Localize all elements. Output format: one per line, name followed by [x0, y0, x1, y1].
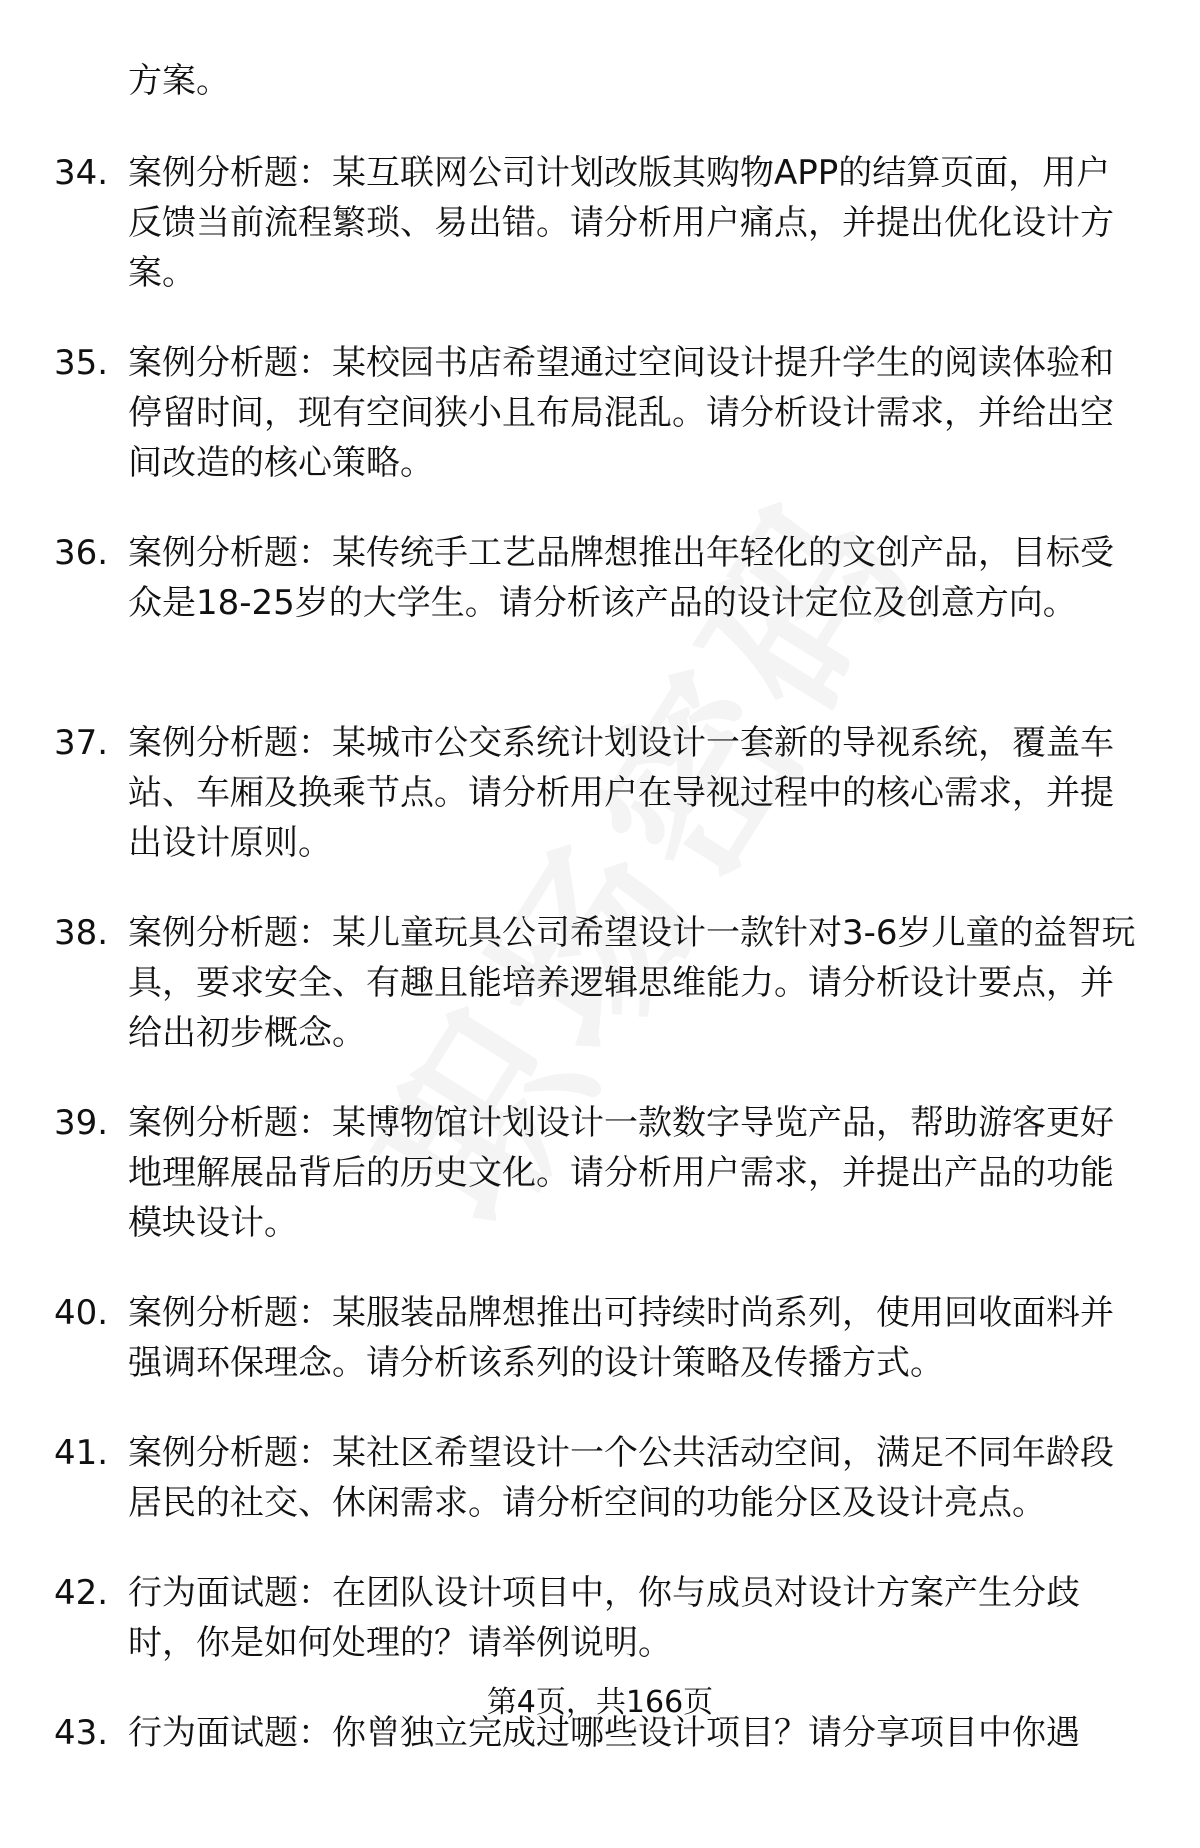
question-item-35: [0, 338, 1200, 528]
question-item-43: [0, 1708, 1200, 1848]
question-text: 行为面试题：在团队设计项目中，你与成员对设计方案产生分歧时，你是如何处理的？请举例说明。: [128, 1573, 1080, 1663]
question-text: 案例分析题：某传统手工艺品牌想推出年轻化的文创产品，目标受众是18-25岁的大学生。请分析该产品的设计定位及创意方向。: [128, 533, 1114, 623]
question-text: 案例分析题：某城市公交系统计划设计一套新的导视系统，覆盖车站、车厢及换乘节点。请分析用户在导视过程中的核心需求，并提出设计原则。: [128, 723, 1114, 863]
question-number: 36.: [54, 533, 109, 573]
question-text: 案例分析题：某儿童玩具公司希望设计一款针对3-6岁儿童的益智玩具，要求安全、有趣且能培养逻辑思维能力。请分析设计要点，并给出初步概念。: [128, 913, 1136, 1053]
question-number: 41.: [54, 1433, 109, 1473]
question-item-40: [0, 1288, 1200, 1428]
question-list: [0, 148, 1200, 1848]
question-text: 行为面试题：你曾独立完成过哪些设计项目？请分享项目中你遇: [128, 1713, 1080, 1753]
question-text: 案例分析题：某互联网公司计划改版其购物APP的结算页面，用户反馈当前流程繁琐、易出错。请分析用户痛点，并提出优化设计方案。: [128, 153, 1114, 293]
question-number: 38.: [54, 913, 109, 953]
question-number: 37.: [54, 723, 109, 763]
question-number: 39.: [54, 1103, 109, 1143]
question-item-38: [0, 908, 1200, 1098]
question-number: 34.: [54, 153, 109, 193]
question-item-34: [0, 148, 1200, 338]
page-footer: 第4页，共166页: [486, 1685, 714, 1720]
question-number: 35.: [54, 343, 109, 383]
continuation-text: 方案。: [128, 61, 230, 101]
question-number: 40.: [54, 1293, 109, 1333]
question-item-36: [0, 528, 1200, 718]
question-item-37: [0, 718, 1200, 908]
question-item-41: [0, 1428, 1200, 1568]
question-number: 43.: [54, 1713, 109, 1753]
question-text: 案例分析题：某社区希望设计一个公共活动空间，满足不同年龄段居民的社交、休闲需求。请分析空间的功能分区及设计亮点。: [128, 1433, 1114, 1523]
question-number: 42.: [54, 1573, 109, 1613]
question-text: 案例分析题：某博物馆计划设计一款数字导览产品，帮助游客更好地理解展品背后的历史文化。请分析用户需求，并提出产品的功能模块设计。: [128, 1103, 1114, 1243]
question-text: 案例分析题：某校园书店希望通过空间设计提升学生的阅读体验和停留时间，现有空间狭小且布局混乱。请分析设计需求，并给出空间改造的核心策略。: [128, 343, 1114, 483]
question-text: 案例分析题：某服装品牌想推出可持续时尚系列，使用回收面料并强调环保理念。请分析该系列的设计策略及传播方式。: [128, 1293, 1114, 1383]
question-item-39: [0, 1098, 1200, 1288]
